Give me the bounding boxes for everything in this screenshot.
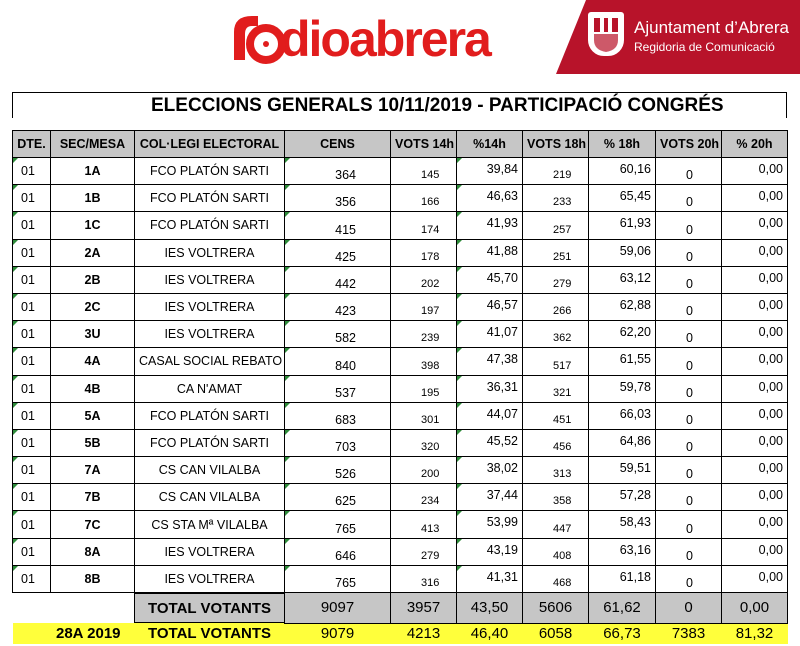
table-row	[13, 239, 788, 266]
cell-dte: 01	[13, 511, 51, 538]
page-header	[0, 0, 800, 86]
cell-pct-18h: 61,55	[589, 348, 656, 375]
participation-table	[12, 130, 787, 644]
page-title: ELECCIONS GENERALS 10/11/2019 - PARTICIPACIÓ CONGRÉS	[151, 95, 724, 116]
cell-vots-18h: 358	[523, 484, 589, 511]
cell-cens: 646	[285, 538, 391, 565]
cell-pct-20h: 0,00	[722, 402, 788, 429]
cell-pct-14h: 45,70	[457, 266, 523, 293]
cell-pct-20h: 0,00	[722, 321, 788, 348]
cell-vots-14h: 202	[391, 266, 457, 293]
total-label: TOTAL VOTANTS	[135, 594, 285, 623]
cell-vots-14h: 178	[391, 239, 457, 266]
table-row	[13, 266, 788, 293]
cell-vots-14h: 398	[391, 348, 457, 375]
table-row	[13, 348, 788, 375]
cell-col-legi: FCO PLATÓN SARTI	[135, 402, 285, 429]
table-row	[13, 402, 788, 429]
cell-dte: 01	[13, 538, 51, 565]
cell-cens: 526	[285, 457, 391, 484]
cell-cens: 840	[285, 348, 391, 375]
cell-pct-20h: 0,00	[722, 375, 788, 402]
cell-dte: 01	[13, 158, 51, 185]
cell-sec-mesa: 7C	[51, 511, 135, 538]
table-row	[13, 212, 788, 239]
cell-vots-18h: 251	[523, 239, 589, 266]
cell-sec-mesa: 5B	[51, 429, 135, 456]
cell-vots-14h: 413	[391, 511, 457, 538]
cell-col-legi: CA N'AMAT	[135, 375, 285, 402]
previous-cens: 9079	[285, 623, 391, 644]
cell-pct-20h: 0,00	[722, 538, 788, 565]
cell-pct-14h: 45,52	[457, 429, 523, 456]
cell-vots-20h: 0	[656, 511, 722, 538]
table-row	[13, 511, 788, 538]
cell-pct-14h: 47,38	[457, 348, 523, 375]
cell-pct-20h: 0,00	[722, 293, 788, 320]
cell-sec-mesa: 4B	[51, 375, 135, 402]
cell-vots-14h: 197	[391, 293, 457, 320]
cell-vots-14h: 234	[391, 484, 457, 511]
cell-pct-18h: 61,18	[589, 565, 656, 592]
column-header: COL·LEGI ELECTORAL	[135, 131, 285, 158]
cell-sec-mesa: 4A	[51, 348, 135, 375]
title-box	[12, 92, 787, 118]
previous-pct-14h: 46,40	[457, 623, 523, 644]
previous-election-row	[13, 623, 788, 644]
cell-col-legi: CASAL SOCIAL REBATO	[135, 348, 285, 375]
cell-sec-mesa: 2C	[51, 293, 135, 320]
cell-vots-18h: 266	[523, 293, 589, 320]
cell-dte: 01	[13, 457, 51, 484]
cell-sec-mesa: 8B	[51, 565, 135, 592]
total-vots-14h: 3957	[391, 593, 457, 624]
total-pct-20h: 0,00	[722, 593, 788, 624]
table-row	[13, 321, 788, 348]
cell-vots-18h: 321	[523, 375, 589, 402]
cell-vots-20h: 0	[656, 321, 722, 348]
column-header: DTE.	[13, 131, 51, 158]
cell-vots-14h: 239	[391, 321, 457, 348]
cell-sec-mesa: 1B	[51, 185, 135, 212]
cell-pct-20h: 0,00	[722, 429, 788, 456]
column-header: %14h	[457, 131, 523, 158]
column-header: CENS	[285, 131, 391, 158]
cell-col-legi: IES VOLTRERA	[135, 293, 285, 320]
table-row	[13, 293, 788, 320]
cell-vots-20h: 0	[656, 375, 722, 402]
cell-pct-20h: 0,00	[722, 348, 788, 375]
table-row	[13, 484, 788, 511]
total-vots-20h: 0	[656, 593, 722, 624]
cell-pct-20h: 0,00	[722, 239, 788, 266]
column-header: VOTS 14h	[391, 131, 457, 158]
cell-pct-20h: 0,00	[722, 158, 788, 185]
previous-pct-18h: 66,73	[589, 623, 656, 644]
previous-total-label: TOTAL VOTANTS	[135, 623, 285, 644]
cell-sec-mesa: 7A	[51, 457, 135, 484]
cell-dte: 01	[13, 484, 51, 511]
table-row	[13, 158, 788, 185]
cell-vots-18h: 219	[523, 158, 589, 185]
cell-vots-18h: 456	[523, 429, 589, 456]
cell-dte: 01	[13, 429, 51, 456]
cell-vots-18h: 279	[523, 266, 589, 293]
cell-pct-14h: 41,88	[457, 239, 523, 266]
total-cens: 9097	[285, 593, 391, 624]
cell-vots-20h: 0	[656, 402, 722, 429]
cell-vots-20h: 0	[656, 538, 722, 565]
cell-vots-20h: 0	[656, 565, 722, 592]
cell-dte: 01	[13, 293, 51, 320]
cell-pct-18h: 65,45	[589, 185, 656, 212]
cell-pct-14h: 44,07	[457, 402, 523, 429]
cell-cens: 703	[285, 429, 391, 456]
cell-vots-20h: 0	[656, 239, 722, 266]
cell-sec-mesa: 5A	[51, 402, 135, 429]
previous-vots-18h: 6058	[523, 623, 589, 644]
cell-vots-14h: 174	[391, 212, 457, 239]
cell-cens: 364	[285, 158, 391, 185]
cell-pct-20h: 0,00	[722, 266, 788, 293]
table-row	[13, 565, 788, 592]
table-row	[13, 375, 788, 402]
cell-vots-20h: 0	[656, 484, 722, 511]
cell-vots-14h: 200	[391, 457, 457, 484]
cell-pct-18h: 59,78	[589, 375, 656, 402]
cell-cens: 356	[285, 185, 391, 212]
cell-vots-18h: 468	[523, 565, 589, 592]
cell-pct-14h: 39,84	[457, 158, 523, 185]
cell-vots-18h: 517	[523, 348, 589, 375]
cell-pct-18h: 59,06	[589, 239, 656, 266]
cell-vots-18h: 313	[523, 457, 589, 484]
column-header: % 18h	[589, 131, 656, 158]
cell-dte: 01	[13, 266, 51, 293]
cell-pct-14h: 36,31	[457, 375, 523, 402]
cell-col-legi: FCO PLATÓN SARTI	[135, 158, 285, 185]
cell-cens: 765	[285, 511, 391, 538]
cell-cens: 625	[285, 484, 391, 511]
cell-vots-14h: 320	[391, 429, 457, 456]
total-pct-14h: 43,50	[457, 593, 523, 624]
cell-col-legi: FCO PLATÓN SARTI	[135, 212, 285, 239]
column-header: SEC/MESA	[51, 131, 135, 158]
total-pct-18h: 61,62	[589, 593, 656, 624]
cell-dte: 01	[13, 212, 51, 239]
table-row	[13, 185, 788, 212]
cell-col-legi: FCO PLATÓN SARTI	[135, 185, 285, 212]
radio-abrera-logo	[228, 6, 490, 68]
cell-pct-18h: 62,20	[589, 321, 656, 348]
cell-vots-14h: 279	[391, 538, 457, 565]
cell-vots-20h: 0	[656, 348, 722, 375]
council-department: Regidoria de Comunicació	[634, 40, 775, 54]
total-vots-18h: 5606	[523, 593, 589, 624]
cell-pct-14h: 41,93	[457, 212, 523, 239]
cell-col-legi: FCO PLATÓN SARTI	[135, 429, 285, 456]
cell-pct-18h: 58,43	[589, 511, 656, 538]
cell-dte: 01	[13, 565, 51, 592]
cell-cens: 442	[285, 266, 391, 293]
previous-pct-20h: 81,32	[722, 623, 788, 644]
previous-vots-14h: 4213	[391, 623, 457, 644]
logo-text: dioabrera	[280, 11, 490, 67]
cell-vots-20h: 0	[656, 266, 722, 293]
cell-pct-20h: 0,00	[722, 457, 788, 484]
cell-vots-18h: 408	[523, 538, 589, 565]
cell-pct-20h: 0,00	[722, 511, 788, 538]
cell-pct-18h: 63,16	[589, 538, 656, 565]
previous-year-label: 28A 2019	[13, 623, 135, 644]
cell-col-legi: CS CAN VILALBA	[135, 484, 285, 511]
cell-vots-14h: 301	[391, 402, 457, 429]
cell-col-legi: IES VOLTRERA	[135, 266, 285, 293]
cell-pct-14h: 37,44	[457, 484, 523, 511]
cell-dte: 01	[13, 375, 51, 402]
cell-pct-14h: 38,02	[457, 457, 523, 484]
cell-pct-20h: 0,00	[722, 185, 788, 212]
cell-col-legi: IES VOLTRERA	[135, 538, 285, 565]
total-row	[13, 593, 788, 624]
cell-pct-20h: 0,00	[722, 212, 788, 239]
cell-vots-20h: 0	[656, 212, 722, 239]
cell-vots-18h: 362	[523, 321, 589, 348]
table-header-row	[13, 131, 788, 158]
cell-dte: 01	[13, 185, 51, 212]
cell-pct-18h: 61,93	[589, 212, 656, 239]
cell-vots-20h: 0	[656, 457, 722, 484]
cell-pct-14h: 41,31	[457, 565, 523, 592]
cell-pct-14h: 41,07	[457, 321, 523, 348]
cell-dte: 01	[13, 402, 51, 429]
cell-pct-18h: 57,28	[589, 484, 656, 511]
council-shield-icon	[588, 12, 624, 56]
cell-pct-14h: 43,19	[457, 538, 523, 565]
column-header: VOTS 20h	[656, 131, 722, 158]
cell-cens: 765	[285, 565, 391, 592]
cell-cens: 683	[285, 402, 391, 429]
cell-sec-mesa: 2B	[51, 266, 135, 293]
cell-pct-18h: 59,51	[589, 457, 656, 484]
cell-cens: 415	[285, 212, 391, 239]
cell-cens: 425	[285, 239, 391, 266]
radio-r-icon	[228, 8, 286, 66]
cell-col-legi: IES VOLTRERA	[135, 321, 285, 348]
cell-pct-18h: 62,88	[589, 293, 656, 320]
cell-vots-18h: 257	[523, 212, 589, 239]
cell-vots-20h: 0	[656, 429, 722, 456]
cell-vots-20h: 0	[656, 185, 722, 212]
cell-sec-mesa: 7B	[51, 484, 135, 511]
council-name: Ajuntament d’Abrera	[634, 18, 789, 37]
column-header: % 20h	[722, 131, 788, 158]
cell-sec-mesa: 3U	[51, 321, 135, 348]
cell-dte: 01	[13, 239, 51, 266]
cell-sec-mesa: 2A	[51, 239, 135, 266]
cell-col-legi: CS STA Mª VILALBA	[135, 511, 285, 538]
cell-pct-20h: 0,00	[722, 565, 788, 592]
cell-vots-18h: 447	[523, 511, 589, 538]
cell-pct-14h: 46,57	[457, 293, 523, 320]
cell-sec-mesa: 1A	[51, 158, 135, 185]
cell-pct-18h: 66,03	[589, 402, 656, 429]
table-row	[13, 538, 788, 565]
cell-cens: 423	[285, 293, 391, 320]
cell-vots-18h: 233	[523, 185, 589, 212]
cell-sec-mesa: 8A	[51, 538, 135, 565]
cell-vots-14h: 166	[391, 185, 457, 212]
cell-vots-18h: 451	[523, 402, 589, 429]
cell-col-legi: IES VOLTRERA	[135, 565, 285, 592]
cell-col-legi: IES VOLTRERA	[135, 239, 285, 266]
cell-pct-20h: 0,00	[722, 484, 788, 511]
cell-cens: 582	[285, 321, 391, 348]
cell-pct-14h: 53,99	[457, 511, 523, 538]
cell-sec-mesa: 1C	[51, 212, 135, 239]
cell-pct-18h: 60,16	[589, 158, 656, 185]
cell-pct-18h: 63,12	[589, 266, 656, 293]
cell-vots-14h: 145	[391, 158, 457, 185]
cell-vots-14h: 195	[391, 375, 457, 402]
cell-vots-14h: 316	[391, 565, 457, 592]
cell-pct-14h: 46,63	[457, 185, 523, 212]
cell-vots-20h: 0	[656, 158, 722, 185]
table-row	[13, 457, 788, 484]
previous-vots-20h: 7383	[656, 623, 722, 644]
column-header: VOTS 18h	[523, 131, 589, 158]
cell-dte: 01	[13, 348, 51, 375]
cell-col-legi: CS CAN VILALBA	[135, 457, 285, 484]
cell-cens: 537	[285, 375, 391, 402]
cell-pct-18h: 64,86	[589, 429, 656, 456]
table-row	[13, 429, 788, 456]
cell-dte: 01	[13, 321, 51, 348]
cell-vots-20h: 0	[656, 293, 722, 320]
